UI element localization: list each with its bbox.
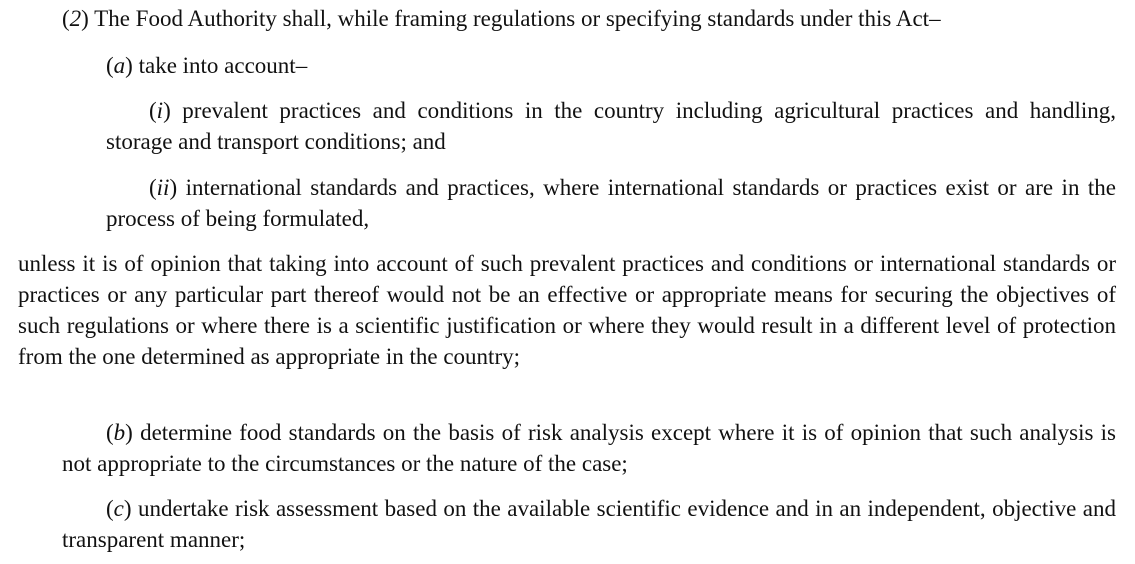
subclause-i (106, 95, 1116, 157)
subclause-i-close: ) (163, 98, 171, 123)
subsection-number-close: ) (81, 6, 89, 31)
subsection-number: 2 (69, 6, 82, 31)
proviso-paragraph: unless it is of opinion that taking into account of such prevalent practices and conditions or international standards or practices or any particular part thereof would not be an effective or appropriate means for securing the objectives of such regulations or where there is a scientific justification or where they would result in a different level of protection from the one determined as appropriate in the country; (18, 251, 1116, 369)
clause-b-open: ( (106, 420, 114, 445)
clause-c (62, 493, 1116, 555)
subsection-heading-text: The Food Authority shall, while framing regulations or specifying standards under this Act– (88, 6, 941, 31)
subsection-number-open: ( (62, 6, 70, 31)
clause-a-letter: a (113, 53, 126, 78)
clause-c-open: ( (106, 496, 114, 521)
clause-b-close: ) (125, 420, 133, 445)
clause-b-text: determine food standards on the basis of risk analysis except where it is of opinion that such analysis is not appropriate to the circumstances or the nature of the case; (62, 420, 1116, 476)
subsection-2-heading (62, 3, 1122, 34)
subclause-ii-text: international standards and practices, where international standards or practices exist or are in the process of being formulated, (106, 175, 1116, 231)
clause-a (106, 50, 1116, 81)
clause-b (62, 417, 1116, 479)
clause-a-close: ) (125, 53, 133, 78)
subclause-i-open: ( (149, 98, 157, 123)
clause-c-letter: c (113, 496, 124, 521)
subclause-ii (106, 172, 1116, 234)
clause-a-text: take into account– (132, 53, 308, 78)
clause-c-text: undertake risk assessment based on the available scientific evidence and in an independent, objective and transparent manner; (62, 496, 1116, 552)
clause-b-letter: b (113, 420, 126, 445)
subclause-ii-numeral: ii (156, 175, 170, 200)
clause-a-open: ( (106, 53, 114, 78)
subclause-ii-close: ) (169, 175, 178, 200)
subclause-i-numeral: i (156, 98, 164, 123)
subclause-ii-open: ( (149, 175, 157, 200)
subclause-i-text: prevalent practices and conditions in the country including agricultural practices and handling, storage and transport conditions; and (106, 98, 1116, 154)
clause-c-close: ) (123, 496, 132, 521)
